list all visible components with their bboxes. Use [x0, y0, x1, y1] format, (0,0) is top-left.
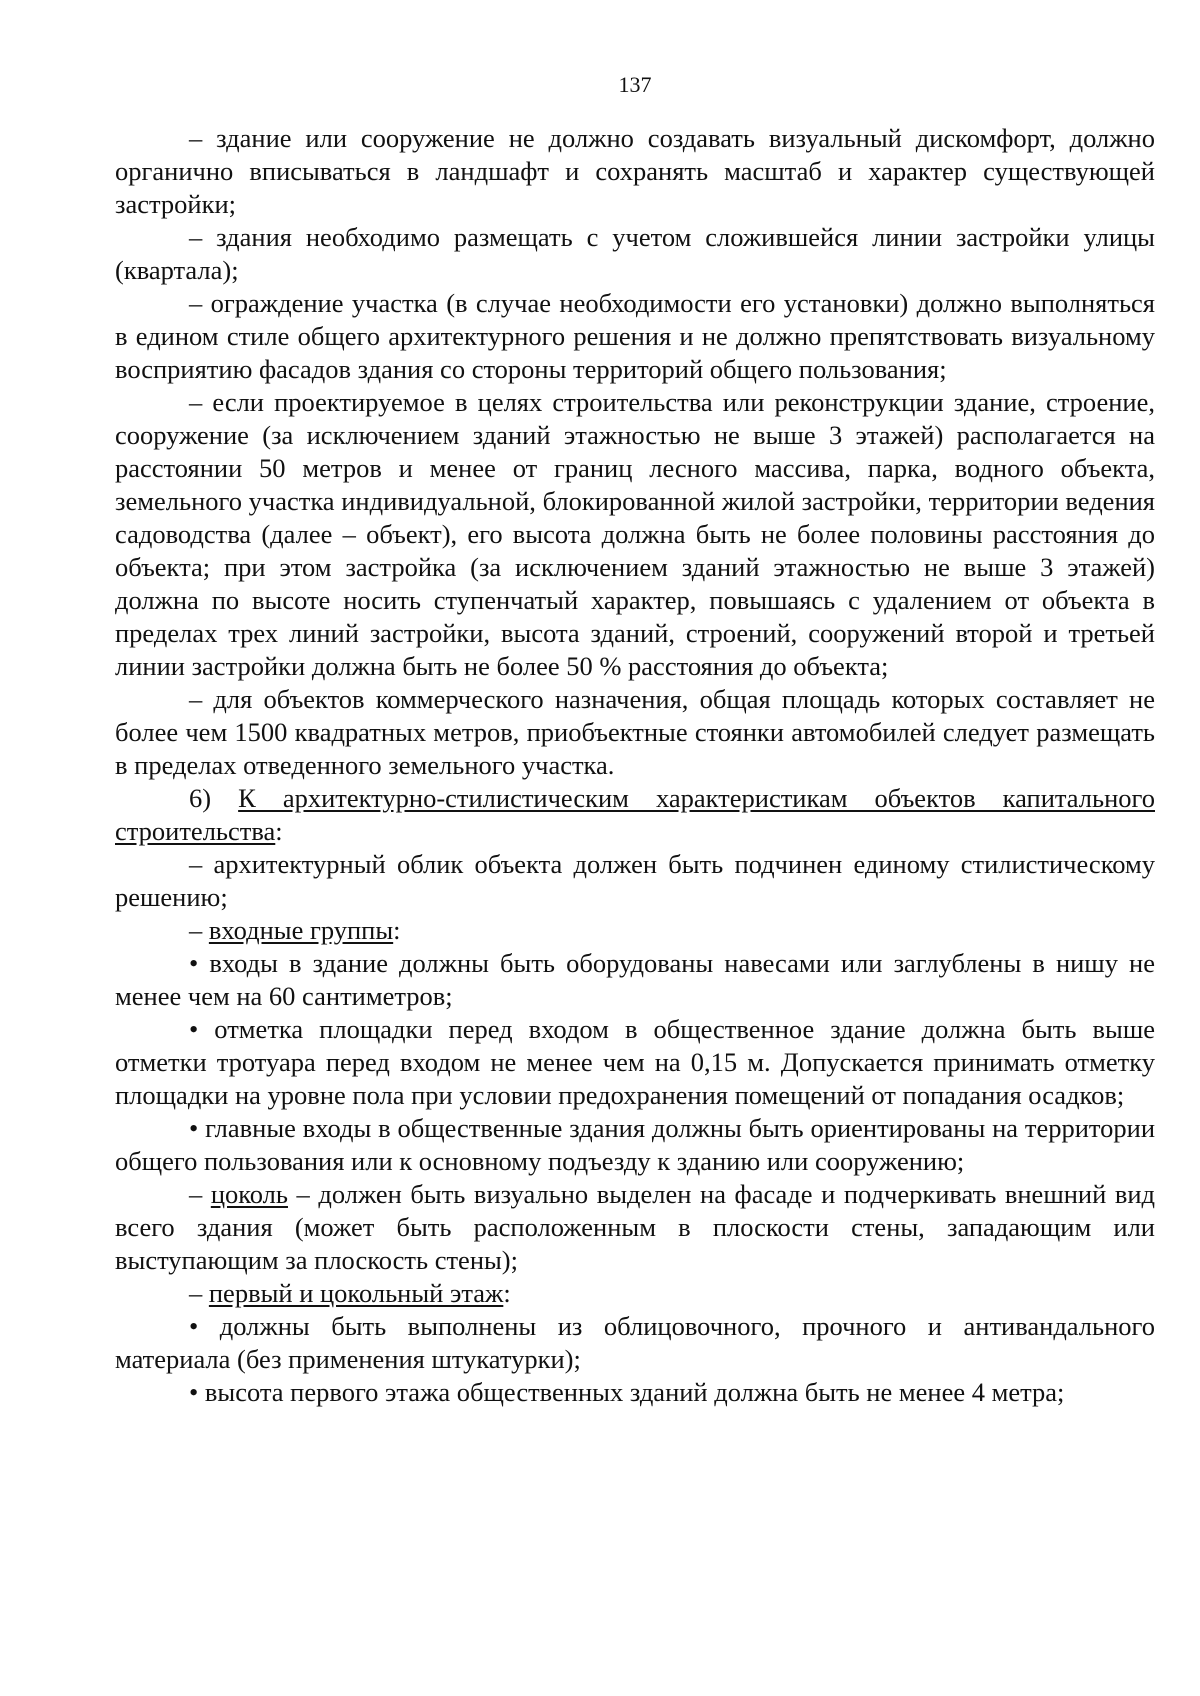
subheading-colon: : [503, 1278, 511, 1308]
paragraph-plinth [115, 1178, 1155, 1277]
section-heading-architectural-style [115, 782, 1155, 848]
bullet-facing-material: • должны быть выполнены из облицовочного, прочного и антивандального материала (без применения штукатурки); [115, 1311, 1155, 1374]
dash-marker: – [189, 1179, 211, 1209]
bullet-entrance-platform-level: • отметка площадки перед входом в общественное здание должна быть выше отметки тротуара перед входом не менее чем на 0,15 м. Допускается принимать отметку площадки на уровне пола при условии предохранения помещений от попадания осадков; [115, 1014, 1155, 1110]
bullet-main-entrance-orientation: • главные входы в общественные здания должны быть ориентированы на территории общего пользования или к основному подъезду к зданию или сооружению; [115, 1113, 1155, 1176]
paragraph-visual-comfort: – здание или сооружение не должно создавать визуальный дискомфорт, должно органично вписываться в ландшафт и сохранять масштаб и характер существующей застройки; [115, 123, 1155, 219]
paragraph-commercial-parking: – для объектов коммерческого назначения, общая площадь которых составляет не более чем 1500 квадратных метров, приобъектные стоянки автомобилей следует размещать в пределах отведенного земельного участка. [115, 684, 1155, 780]
subheading-text: входные группы [208, 915, 394, 945]
dash-marker: – [189, 1278, 209, 1308]
section-heading-text: К архитектурно-стилистическим характеристикам объектов капитального строительства [115, 783, 1155, 846]
section-number: 6) [189, 783, 239, 813]
subheading-entrance-groups [115, 914, 1155, 947]
section-heading-colon: : [275, 816, 283, 846]
paragraph-unified-style: – архитектурный облик объекта должен быть подчинен единому стилистическому решению; [115, 849, 1155, 912]
subheading-text: первый и цокольный этаж [208, 1278, 504, 1308]
plinth-description: – должен быть визуально выделен на фасаде и подчеркивать внешний вид всего здания (может быть расположенным в плоскости стены, западающим или выступающим за плоскость стены); [115, 1179, 1156, 1275]
subheading-colon: : [393, 915, 401, 945]
bullet-entrance-canopies: • входы в здание должны быть оборудованы навесами или заглублены в нишу не менее чем на 60 сантиметров; [115, 948, 1155, 1011]
paragraph-building-height: – если проектируемое в целях строительства или реконструкции здание, строение, сооружение (за исключением зданий этажностью не выше 3 этажей) располагается на расстоянии 50 метров и менее от границ лесного массива, парка, водного объекта, земельного участка индивидуальной, блокированной жилой застройки, территории ведения садоводства (далее – объект), его высота должна быть не более половины расстояния до объекта; при этом застройка (за исключением зданий этажностью не выше 3 этажей) должна по высоте носить ступенчатый характер, повышаясь с удалением от объекта в пределах трех линий застройки, высота зданий, строений, сооружений второй и третьей линии застройки должна быть не более 50 % расстояния до объекта; [115, 387, 1155, 681]
paragraph-building-line: – здания необходимо размещать с учетом сложившейся линии застройки улицы (квартала); [115, 222, 1155, 285]
document-page [115, 60, 1155, 1660]
dash-marker: – [189, 915, 209, 945]
page-number: 137 [618, 72, 652, 97]
subheading-first-floor [115, 1277, 1155, 1310]
bullet-first-floor-height: • высота первого этажа общественных зданий должна быть не менее 4 метра; [189, 1377, 1065, 1407]
plinth-term: цоколь [210, 1179, 288, 1209]
paragraph-fencing: – ограждение участка (в случае необходимости его установки) должно выполняться в едином стиле общего архитектурного решения и не должно препятствовать визуальному восприятию фасадов здания со стороны территорий общего пользования; [115, 288, 1155, 384]
